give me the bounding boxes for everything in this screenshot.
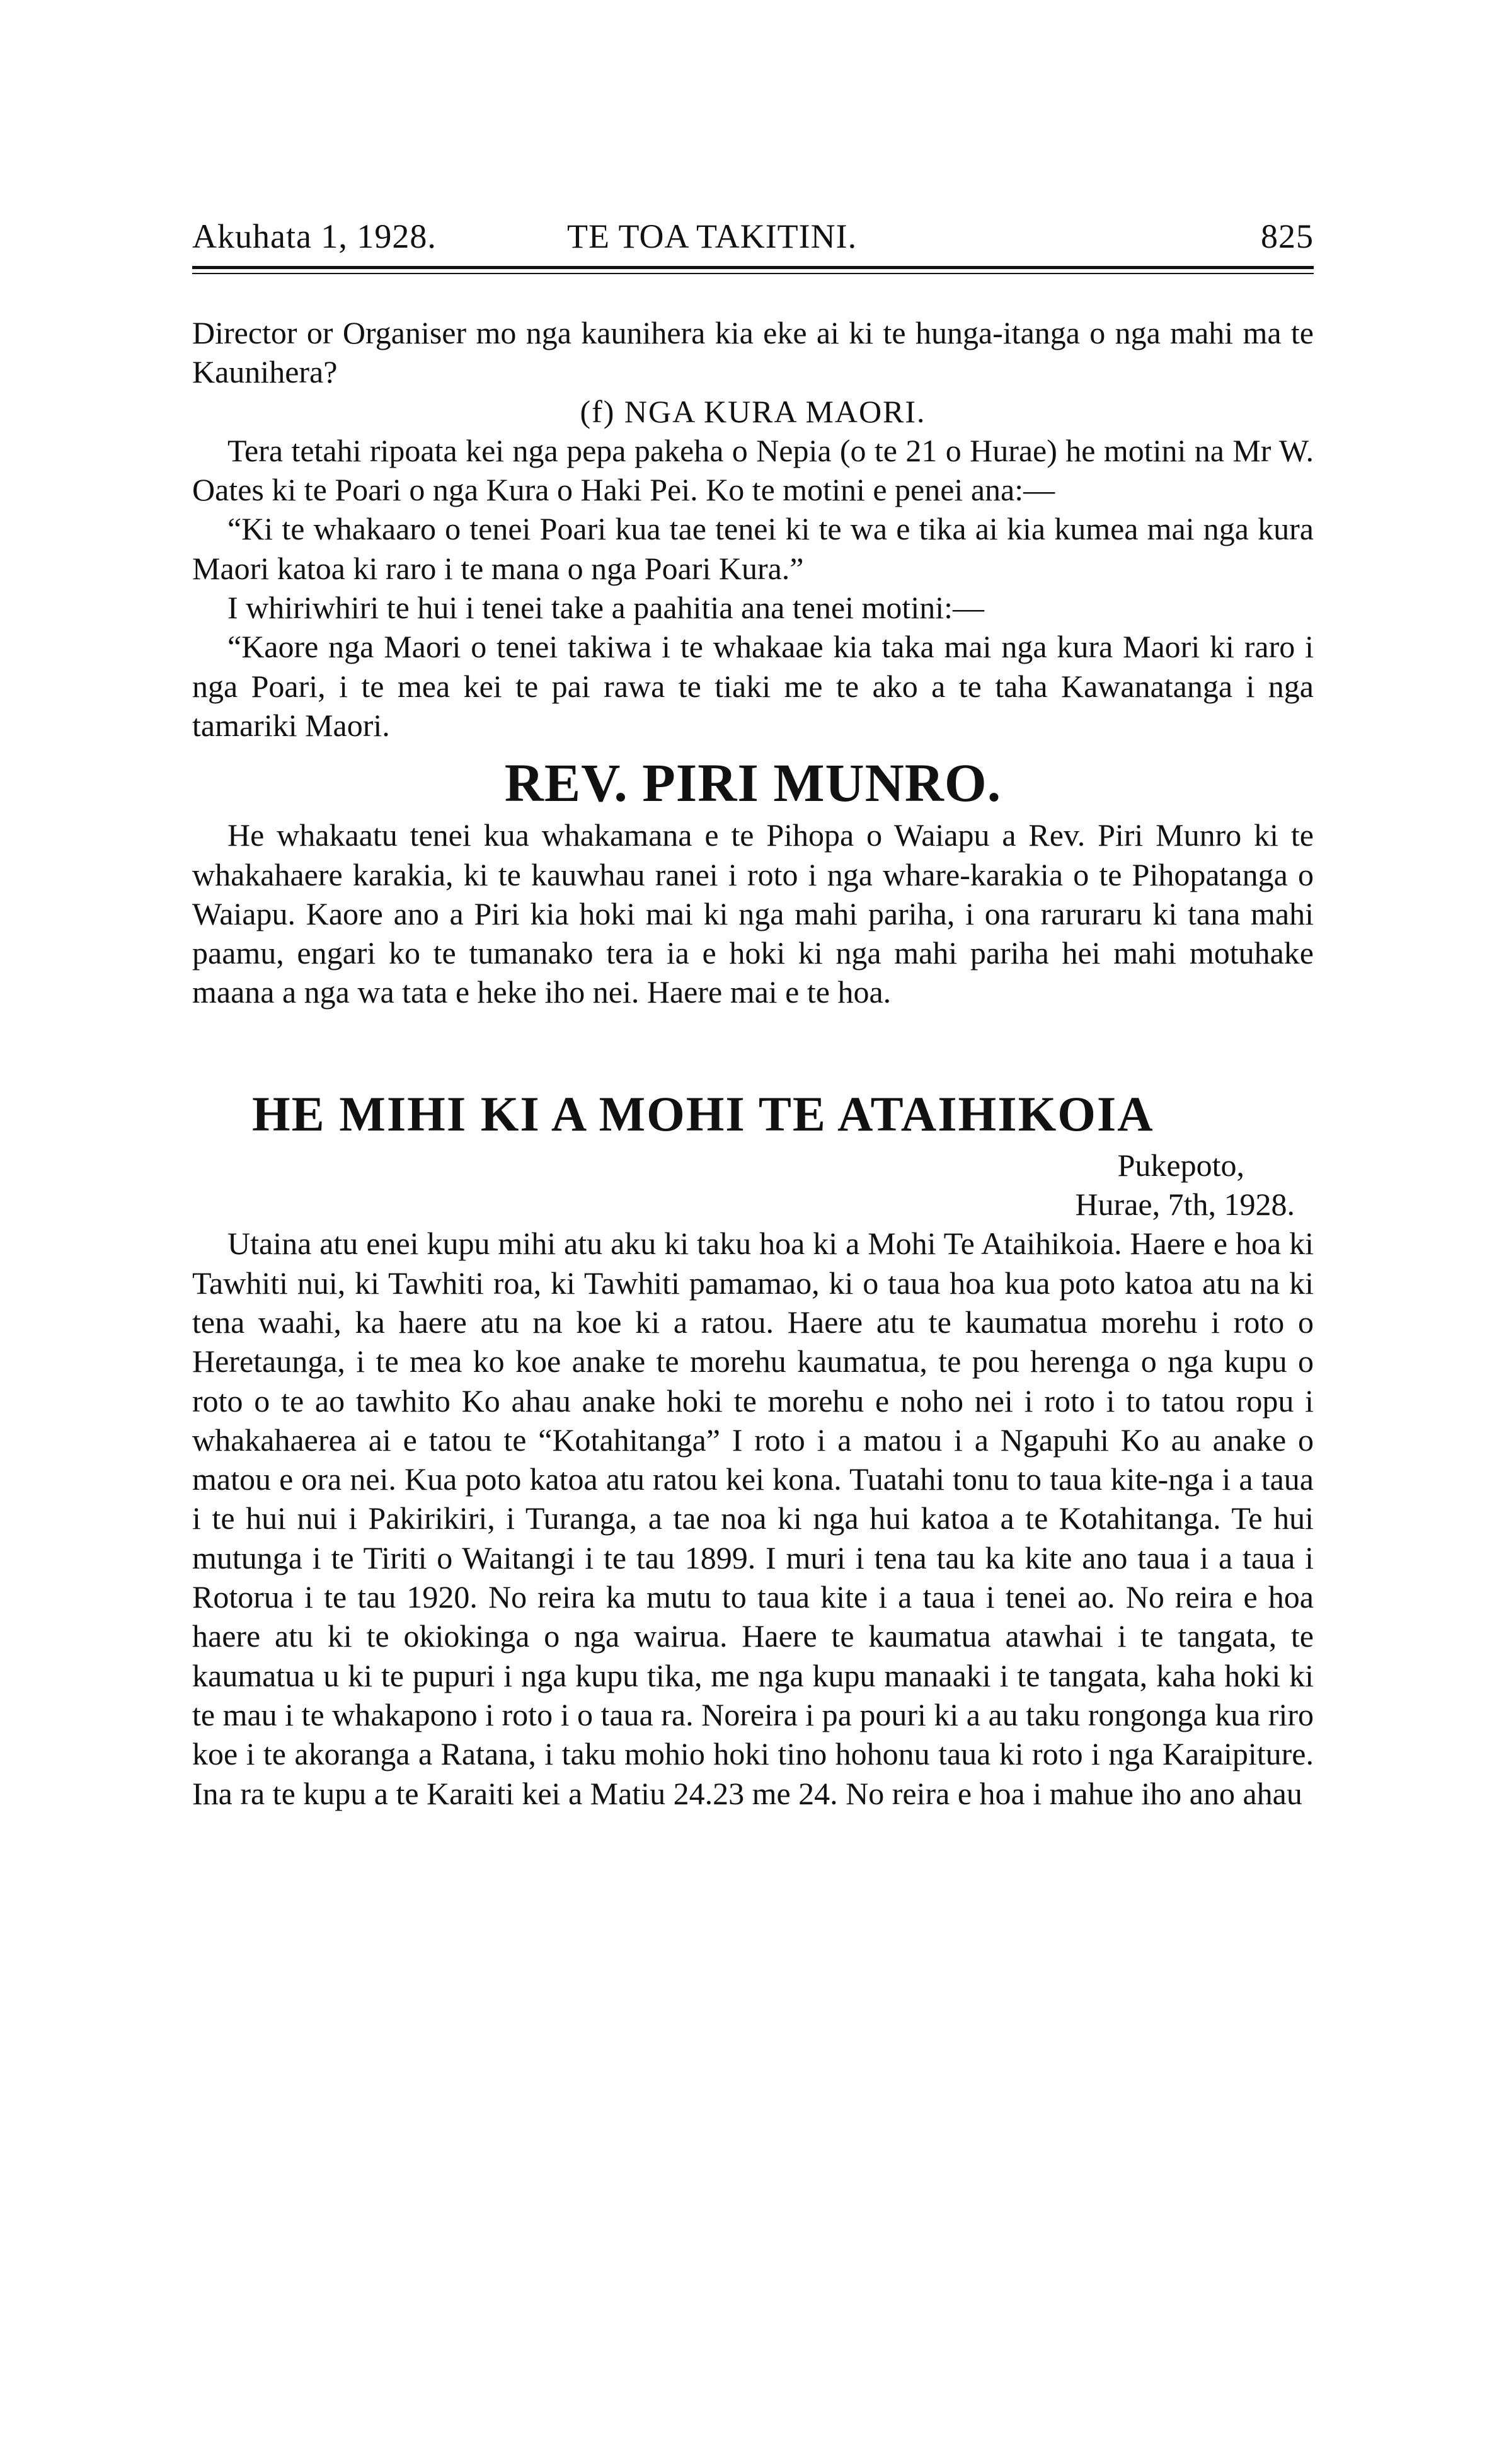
- page-number: 825: [1261, 217, 1314, 255]
- section-f-heading: (f) NGA KURA MAORI.: [580, 393, 926, 429]
- section-f-paragraph-2: “Ki te whakaaro o tenei Poari kua tae tenei ki te wa e tika ai kia kumea mai nga kura Maori katoa ki raro i te mana o nga Poari Kura.”: [192, 511, 1314, 586]
- header-title: TE TOA TAKITINI.: [567, 217, 858, 255]
- intro-paragraph: Director or Organiser mo nga kaunihera kia eke ai ki te hunga-itanga o nga mahi ma te Kaunihera?: [192, 315, 1314, 390]
- section-f-paragraph-1: Tera tetahi ripoata kei nga pepa pakeha o Nepia (o te 21 o Hurae) he motini na Mr W. Oates ki te Poari o nga Kura o Haki Pei. Ko te motini e penei ana:—: [192, 432, 1314, 508]
- header-rule-thick: [192, 266, 1314, 269]
- mihi-heading: HE MIHI KI A MOHI TE ATAIHIKOIA: [252, 1086, 1154, 1141]
- mihi-paragraph: Utaina atu enei kupu mihi atu aku ki taku hoa ki a Mohi Te Ataihikoia. Haere e hoa ki Tawhiti nui, ki Tawhiti roa, ki Tawhiti pamamao, ki o taua hoa kua poto katoa atu na ki tena waahi, ka haere atu na koe ki a ratou. Haere atu te kaumatua morehu i roto o Heretaunga, i te mea ko koe anake te morehu kaumatua, te pou herenga o nga kupu o roto o te ao tawhito Ko ahau anake hoki te morehu e noho nei i roto i to tatou ropu i whakahaerea ai e tatou te “Kotahitanga” I roto i a matou i a Ngapuhi Ko au anake o matou e ora nei. Kua poto katoa atu ratou kei kona. Tuatahi tonu to taua kite-nga i a taua i te hui nui i Pakirikiri, i Turanga, a tae noa ki nga hui katoa a te Kotahitanga. Te hui mutunga i te Tiriti o Waitangi i te tau 1899. I muri i tena tau ka kite ano taua i a taua i Rotorua i te tau 1920. No reira ka mutu to taua kite i a taua i tenei ao. No reira e hoa haere atu ki te okiokinga o nga wairua. Haere te kaumatua atawhai i te tangata, te kaumatua u ki te pupuri i nga kupu tika, me nga kupu manaaki i te tangata, kaha hoki ki te mau i te whakapono i roto i o taua ra. Noreira i pa pouri ki a au taku rongonga kua riro koe i te akoranga a Ratana, i taku mohio hoki tino hohonu taua ki roto i nga Karaipiture. Ina ra te kupu a te Karaiti kei a Matiu 24.23 me 24. No reira e hoa i mahue iho ano ahau: [192, 1226, 1314, 1811]
- letter-place: Pukepoto,: [1117, 1147, 1244, 1183]
- rev-piri-munro-heading: REV. PIRI MUNRO.: [504, 752, 1002, 814]
- section-f-paragraph-4: “Kaore nga Maori o tenei takiwa i te whakaae kia taka mai nga kura Maori ki raro i nga Poari, i te mea kei te pai rawa te tiaki me te ako a te taha Kawanatanga i nga tamariki Maori.: [192, 629, 1314, 743]
- rev-piri-munro-paragraph: He whakaatu tenei kua whakamana e te Pihopa o Waiapu a Rev. Piri Munro ki te whakahaere karakia, ki te kauwhau ranei i roto i nga whare-karakia o te Pihopatanga o Waiapu. Kaore ano a Piri kia hoki mai ki nga mahi pariha, i ona raruraru ki tana mahi paamu, engari ko te tumanako tera ia e hoki ki nga mahi pariha hei mahi motuhake maana a nga wa tata e heke iho nei. Haere mai e te hoa.: [192, 817, 1314, 1010]
- section-f-paragraph-3: I whiriwhiri te hui i tenei take a paahitia ana tenei motini:—: [227, 590, 985, 626]
- header-date: Akuhata 1, 1928.: [192, 217, 437, 255]
- article-body: [192, 313, 1314, 1813]
- running-header: [192, 214, 1314, 265]
- letter-date: Hurae, 7th, 1928.: [1075, 1187, 1295, 1223]
- header-rule-thin: [192, 273, 1314, 274]
- page: [192, 214, 1314, 1813]
